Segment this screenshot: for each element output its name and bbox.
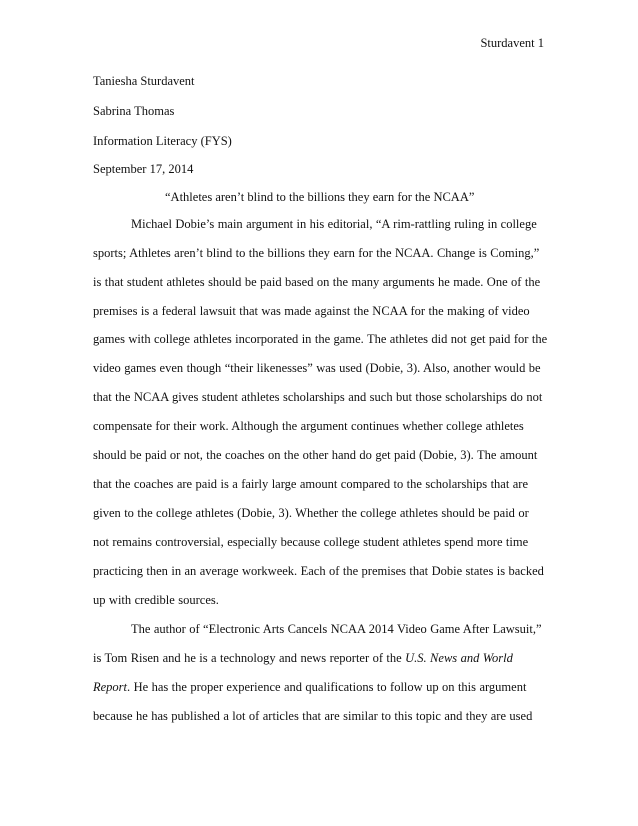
paragraph-line: compensate for their work. Although the argument continues whether college athletes (93, 419, 524, 433)
paragraph-line: should be paid or not, the coaches on the other hand do get paid (Dobie, 3). The amount (93, 448, 538, 462)
paragraph-line: The author of “Electronic Arts Cancels NCAA 2014 Video Game After Lawsuit,” (131, 622, 542, 636)
paragraph-line: video games even though “their likenesses” was used (Dobie, 3). Also, another would be (93, 361, 541, 375)
publication-title: U.S. News and World (405, 651, 513, 665)
course-name: Information Literacy (FYS) (93, 134, 232, 148)
paragraph-line (93, 680, 553, 695)
paragraph-line: games with college athletes incorporated in the game. The athletes did not get paid for the (93, 332, 548, 346)
paragraph-line: sports; Athletes aren’t blind to the billions they earn for the NCAA. Change is Coming,” (93, 246, 540, 260)
date: September 17, 2014 (93, 162, 194, 176)
essay-title: “Athletes aren’t blind to the billions they earn for the NCAA” (165, 190, 475, 204)
paragraph-line: that the NCAA gives student athletes scholarships and such but those scholarships do not (93, 390, 543, 404)
instructor-name: Sabrina Thomas (93, 104, 175, 118)
paragraph-line: is that student athletes should be paid based on the many arguments he made. One of the (93, 275, 541, 289)
paragraph-line: Michael Dobie’s main argument in his editorial, “A rim-rattling ruling in college (131, 217, 537, 231)
paragraph-line: premises is a federal lawsuit that was made against the NCAA for the making of video (93, 304, 530, 318)
line-text: is Tom Risen and he is a technology and news reporter of the (93, 651, 406, 665)
paragraph-line: because he has published a lot of articles that are similar to this topic and they are used (93, 709, 533, 723)
paragraph-line: that the coaches are paid is a fairly large amount compared to the scholarships that are (93, 477, 529, 491)
paragraph-line: up with credible sources. (93, 593, 219, 607)
running-head: Sturdavent 1 (480, 36, 544, 50)
line-text: . He has the proper experience and qualifications to follow up on this argument (127, 680, 527, 694)
paragraph-line: practicing then in an average workweek. Each of the premises that Dobie states is backed (93, 564, 544, 578)
paragraph-line (93, 651, 553, 666)
author-name: Taniesha Sturdavent (93, 74, 195, 88)
paragraph-line: not remains controversial, especially because college student athletes spend more time (93, 535, 529, 549)
publication-title: Report (93, 680, 128, 694)
paragraph-line: given to the college athletes (Dobie, 3). Whether the college athletes should be paid or (93, 506, 529, 520)
